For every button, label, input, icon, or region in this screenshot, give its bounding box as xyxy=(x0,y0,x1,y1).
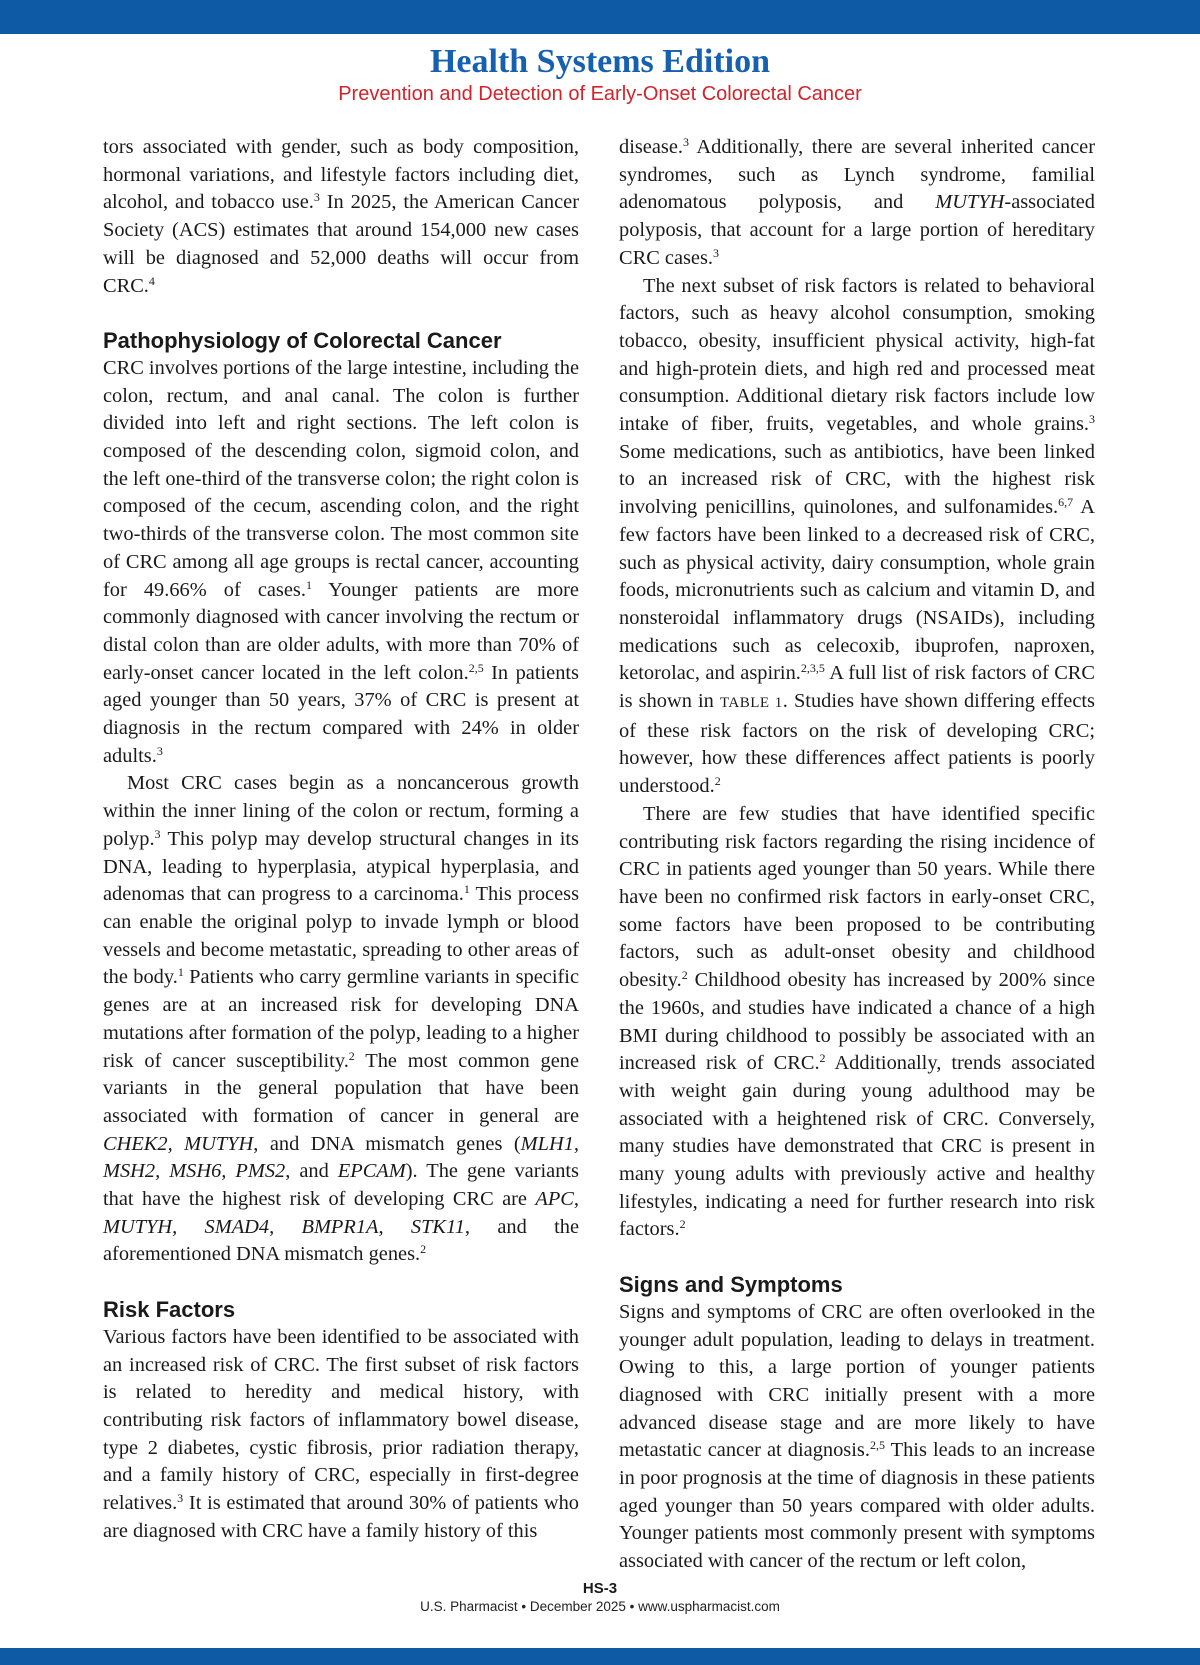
page-header xyxy=(0,42,1200,106)
pathophysiology-paragraph-1: CRC involves portions of the large intestine, including the colon, rectum, and anal canal. The colon is further divided into left and right sections. The left colon is composed of the descending colon, sigmoid colon, and the left one-third of the transverse colon; the right colon is composed of the cecum, ascending colon, and the right two-thirds of the transverse colon. The most common site of CRC among all age groups is rectal cancer, accounting for 49.66% of cases.$^1$ Younger patients are more commonly diagnosed with cancer involving the rectum or distal colon than are older adults, with more than 70% of early-onset cancer located in the left colon.$^{2,5}$ In patients aged younger than 50 years, 37% of CRC is present at diagnosis in the rectum compared with 24% in older adults.$^3$ xyxy=(103,356,579,767)
behavioral-factors-paragraph: The next subset of risk factors is related to behavioral factors, such as heavy alcohol consumption, smoking tobacco, obesity, insufficient physical activity, high-fat and high-protein diets, and high red and processed meat consumption. Additional dietary risk factors include low intake of fiber, fruits, vegetables, and whole grains.$^3$ Some medications, such as antibiotics, have been linked to an increased risk of CRC, with the highest risk involving penicillins, quinolones, and sulfonamides.$^{6,7}$ A few factors have been linked to a decreased risk of CRC, such as physical activity, dairy consumption, whole grain foods, micronutrients such as calcium and vitamin D, and nonsteroidal inflammatory drugs (NSAIDs), including medications such as celecoxib, ibuprofen, naproxen, ketorolac, and aspirin.$^{2,3,5}$ A full list of risk factors of CRC is shown in TABLE 1. Studies have shown differing effects of these risk factors on the risk of developing CRC; however, how these differences affect patients is poorly understood.$^2$ xyxy=(619,274,1096,798)
right-column xyxy=(619,134,1095,1576)
risk-factors-paragraph: Various factors have been identified to be associated with an increased risk of CRC. The first subset of risk factors is related to heredity and medical history, with contributing risk factors of inflammatory bowel disease, type 2 diabetes, cystic fibrosis, prior radiation therapy, and a family history of CRC, especially in first-degree relatives.$^3$ It is estimated that around 30% of patients who are diagnosed with CRC have a family history of this xyxy=(103,1325,579,1542)
page-footer xyxy=(0,1580,1200,1616)
table-reference: TABLE 1 xyxy=(719,695,783,712)
heredity-paragraph: disease.$^3$ Additionally, there are several inherited cancer syndromes, such as Lynch syndrome, familial adenomatous polyposis, and MUTYH-associated polyposis, that account for a large portion of hereditary CRC cases.$^3$ xyxy=(619,135,1095,269)
signs-symptoms-paragraph: Signs and symptoms of CRC are often overlooked in the younger adult population, leading to delays in treatment. Owing to this, a large portion of younger patients diagnosed with CRC initially present with a more advanced disease stage and are more likely to have metastatic cancer at diagnosis.$^{2,5}$ This leads to an increase in poor prognosis at the time of diagnosis in these patients aged younger than 50 years compared with older adults. Younger patients most commonly present with symptoms associated with cancer of the rectum or left colon, xyxy=(619,1300,1096,1573)
section-heading-signs-symptoms: Signs and Symptoms xyxy=(619,1272,843,1298)
article-subtitle: Prevention and Detection of Early-Onset Colorectal Cancer xyxy=(338,83,862,105)
pathophysiology-paragraph-2: Most CRC cases begin as a noncancerous growth within the inner lining of the colon or rectum, forming a polyp.$^3$ This polyp may develop structural changes in its DNA, leading to hyperplasia, atypical hyperplasia, and adenomas that can progress to a carcinoma.$^1$ This process can enable the original polyp to invade lymph or blood vessels and become metastatic, spreading to other areas of the body.$^1$ Patients who carry germline variants in specific genes are at an increased risk for developing DNA mutations after formation of the polyp, leading to a higher risk of cancer susceptibility.$^2$ The most common gene variants in the general population that have been associated with formation of cancer in general are CHEK2, MUTYH, and DNA mismatch genes (MLH1, MSH2, MSH6, PMS2, and EPCAM). The gene variants that have the highest risk of developing CRC are APC, MUTYH, SMAD4, BMPR1A, STK11, and the aforementioned DNA mismatch genes.$^2$ xyxy=(103,772,580,1266)
early-onset-factors-paragraph: There are few studies that have identified specific contributing risk factors regarding the rising incidence of CRC in patients aged younger than 50 years. While there have been no confirmed risk factors in early-onset CRC, some factors have been proposed to be contributing factors, such as adult-onset obesity and childhood obesity.$^2$ Childhood obesity has increased by 200% since the 1960s, and studies have indicated a chance of a high BMI during childhood to possibly be associated with an increased risk of CRC.$^2$ Additionally, trends associated with weight gain during young adulthood may be associated with a heightened risk of CRC. Conversely, many studies have demonstrated that CRC is present in many young adults with previously active and healthy lifestyles, indicating a need for further research into risk factors.$^2$ xyxy=(619,802,1095,1241)
intro-paragraph: tors associated with gender, such as body composition, hormonal variations, and lifestyle factors including diet, alcohol, and tobacco use.$^3$ In 2025, the American Cancer Society (ACS) estimates that around 154,000 new cases will be diagnosed and 52,000 deaths will occur from CRC.$^4$ xyxy=(103,136,579,297)
top-color-bar xyxy=(0,0,1200,34)
left-column xyxy=(103,134,579,1545)
page-number: HS-3 xyxy=(582,1580,618,1597)
edition-title: Health Systems Edition xyxy=(429,43,771,80)
journal-info: U.S. Pharmacist • December 2025 • www.uspharmacist.com xyxy=(420,1599,780,1614)
section-heading-risk-factors: Risk Factors xyxy=(103,1297,236,1323)
section-heading-pathophysiology: Pathophysiology of Colorectal Cancer xyxy=(103,328,502,354)
bottom-color-bar xyxy=(0,1648,1200,1665)
